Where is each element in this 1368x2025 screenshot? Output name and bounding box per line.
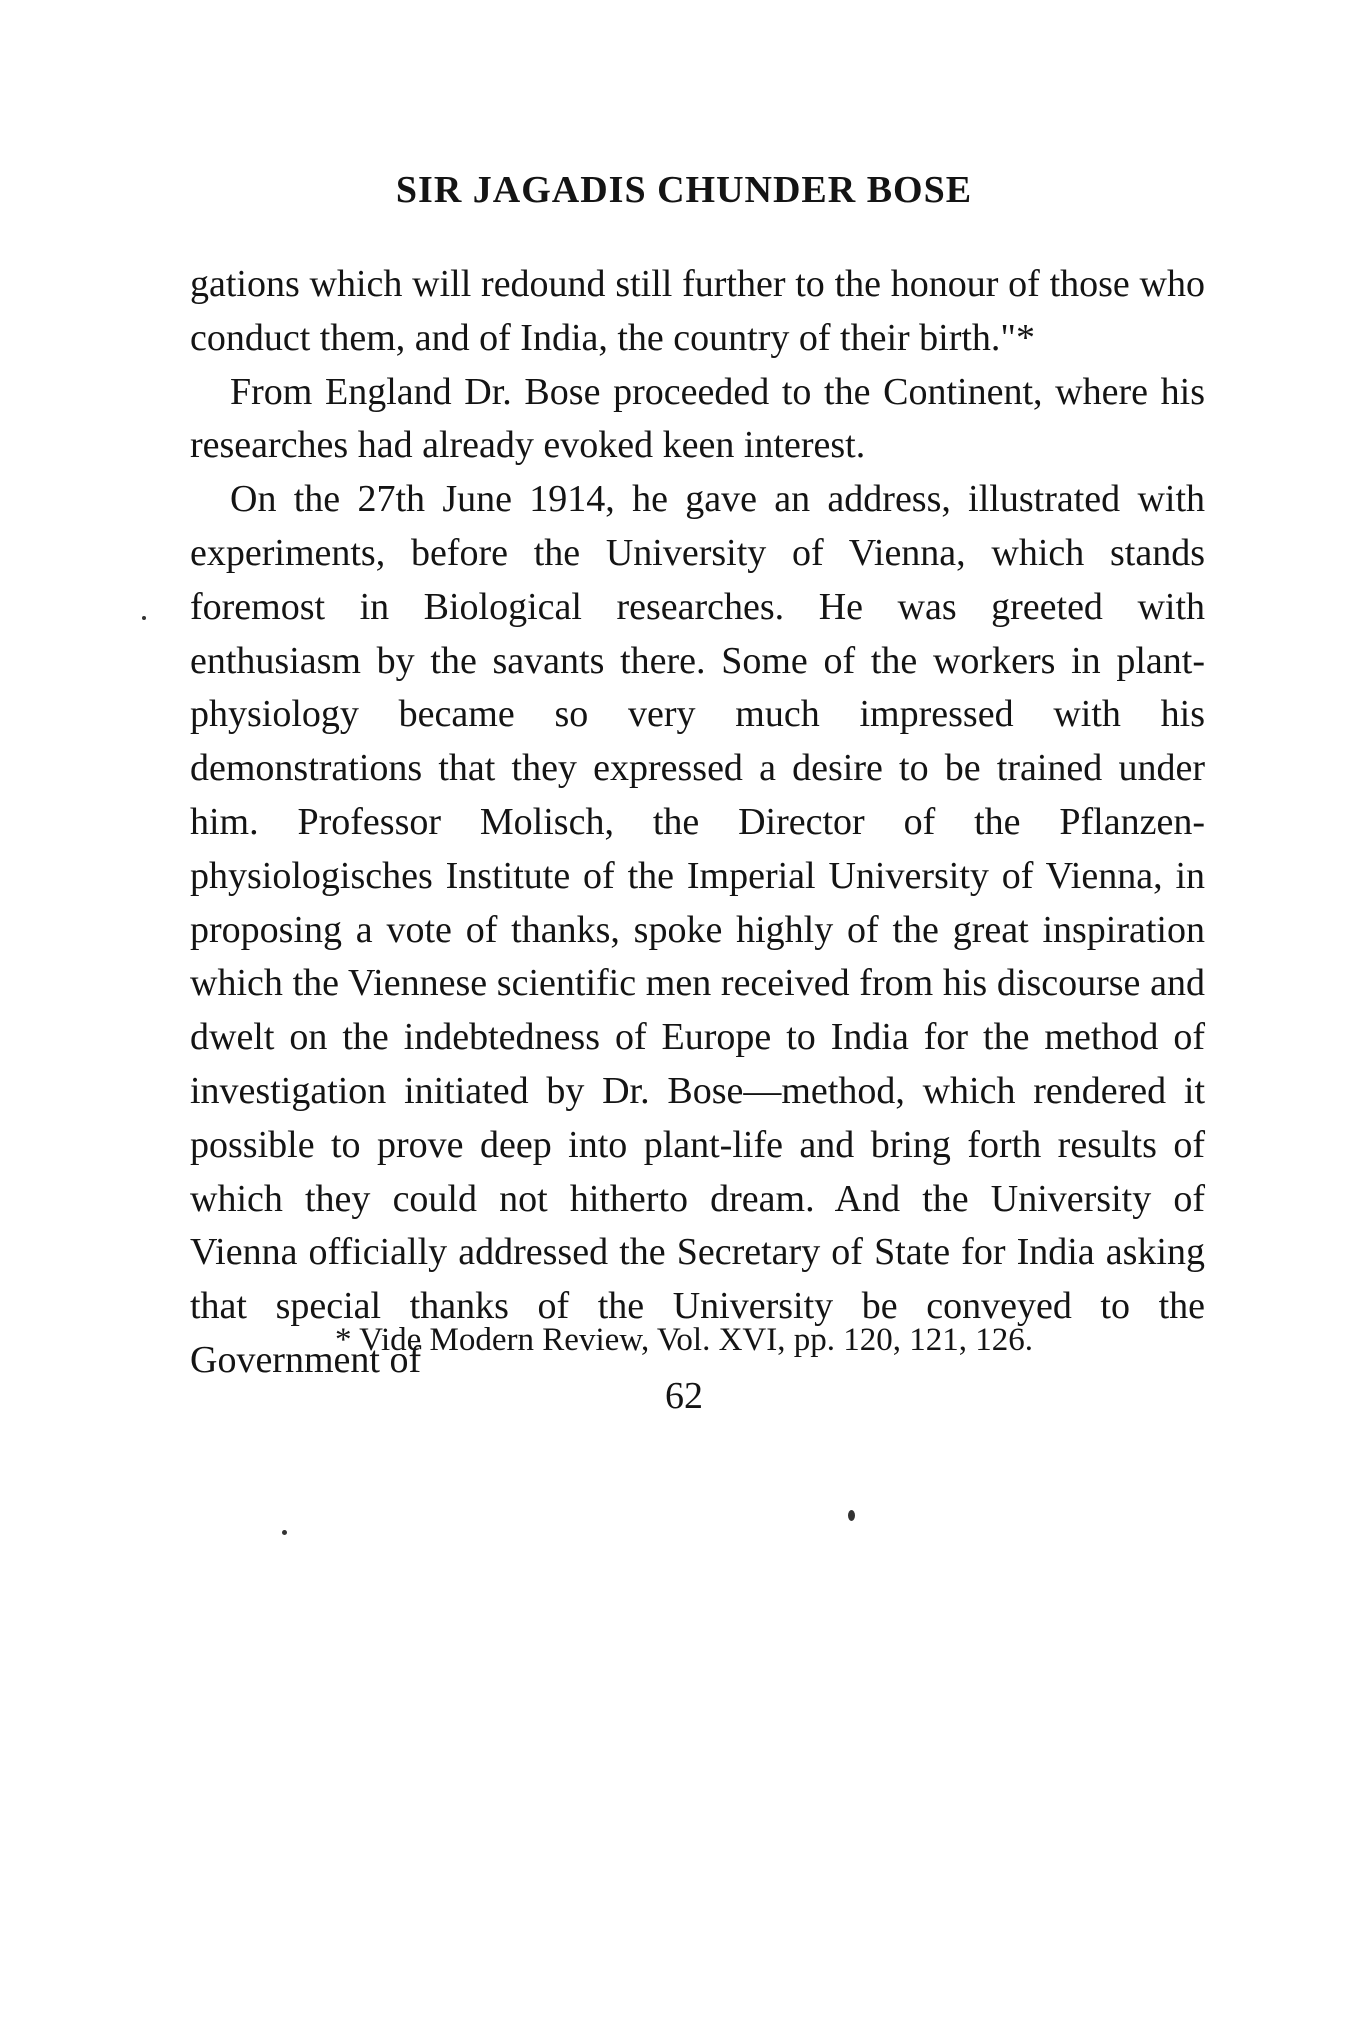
scan-speck <box>848 1510 855 1521</box>
paragraph-continent: From England Dr. Bose proceeded to the Continent, where his researches had already evoked keen interest. <box>190 370 1205 467</box>
body-text <box>190 258 1205 1388</box>
footnote: * Vide Modern Review, Vol. XVI, pp. 120, 121, 126. <box>334 1322 1033 1358</box>
page-number: 62 <box>665 1375 703 1417</box>
running-head: SIR JAGADIS CHUNDER BOSE <box>395 169 973 211</box>
scan-speck <box>282 1530 287 1535</box>
paragraph-vienna-address: On the 27th June 1914, he gave an address, illustrated with experiments, before the University of Vienna, which stands foremost in Biological researches. He was greeted with enthusiasm by the savants there. Some of the workers in plant-physiology became so very much impressed with his demonstrations that they expressed a desire to be trained under him. Professor Molisch, the Director of the Pflanzen-physiologisches Institute of the Imperial University of Vienna, in proposing a vote of thanks, spoke highly of the great inspiration which the Viennese scientific men received from his discourse and dwelt on the indebtedness of Europe to India for the method of investigation initiated by Dr. Bose—method, which rendered it possible to prove deep into plant-life and bring forth results of which they could not hitherto dream. And the University of Vienna officially addressed the Secretary of State for India asking that special thanks of the University be conveyed to the Government of <box>190 478 1205 1381</box>
scan-speck <box>142 616 146 620</box>
paragraph-continuation: gations which will redound still further to the honour of those who conduct them, and of India, the country of their birth."* <box>190 263 1205 359</box>
